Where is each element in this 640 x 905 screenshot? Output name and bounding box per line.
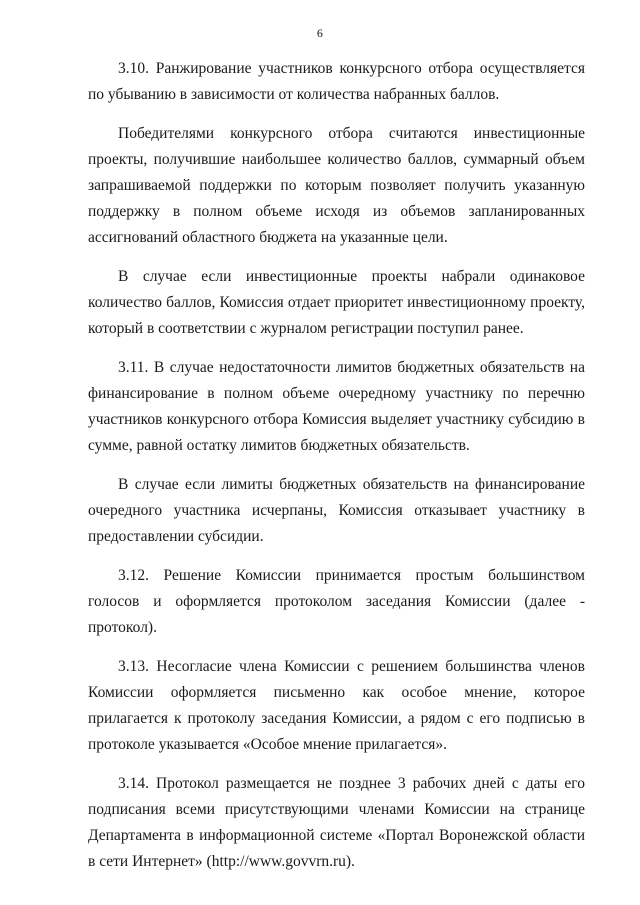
paragraph-equal-score: В случае если инвестиционные проекты набрали одинаковое количество баллов, Комиссия отдает приоритет инвестиционному проекту, который в соответствии с журналом регистрации поступил ранее. <box>88 268 585 337</box>
paragraph-3-14: 3.14. Протокол размещается не позднее 3 рабочих дней с даты его подписания всеми присутствующими членами Комиссии на странице Департамента в информационной системе «Портал Воронежской области в сети Интернет» (http://www.govvrn.ru). <box>88 775 585 870</box>
page-number: 6 <box>316 26 324 40</box>
paragraph-3-12: 3.12. Решение Комиссии принимается простым большинством голосов и оформляется протоколом заседания Комиссии (далее - протокол). <box>88 567 585 636</box>
document-body <box>88 56 585 875</box>
paragraph-3-13: 3.13. Несогласие члена Комиссии с решением большинства членов Комиссии оформляется письменно как особое мнение, которое прилагается к протоколу заседания Комиссии, а рядом с его подписью в протоколе указывается «Особое мнение прилагается». <box>88 658 585 753</box>
paragraph-winners: Победителями конкурсного отбора считаются инвестиционные проекты, получившие наибольшее количество баллов, суммарный объем запрашиваемой поддержки по которым позволяет получить указанную поддержку в полном объеме исходя из объемов запланированных ассигнований областного бюджета на указанные цели. <box>88 125 585 246</box>
paragraph-3-11: 3.11. В случае недостаточности лимитов бюджетных обязательств на финансирование в полном объеме очередному участнику по перечню участников конкурсного отбора Комиссия выделяет участнику субсидию в сумме, равной остатку лимитов бюджетных обязательств. <box>88 359 585 454</box>
paragraph-limits-exhausted: В случае если лимиты бюджетных обязательств на финансирование очередного участника исчерпаны, Комиссия отказывает участнику в предоставлении субсидии. <box>88 476 585 545</box>
paragraph-3-10: 3.10. Ранжирование участников конкурсного отбора осуществляется по убыванию в зависимости от количества набранных баллов. <box>88 60 585 103</box>
